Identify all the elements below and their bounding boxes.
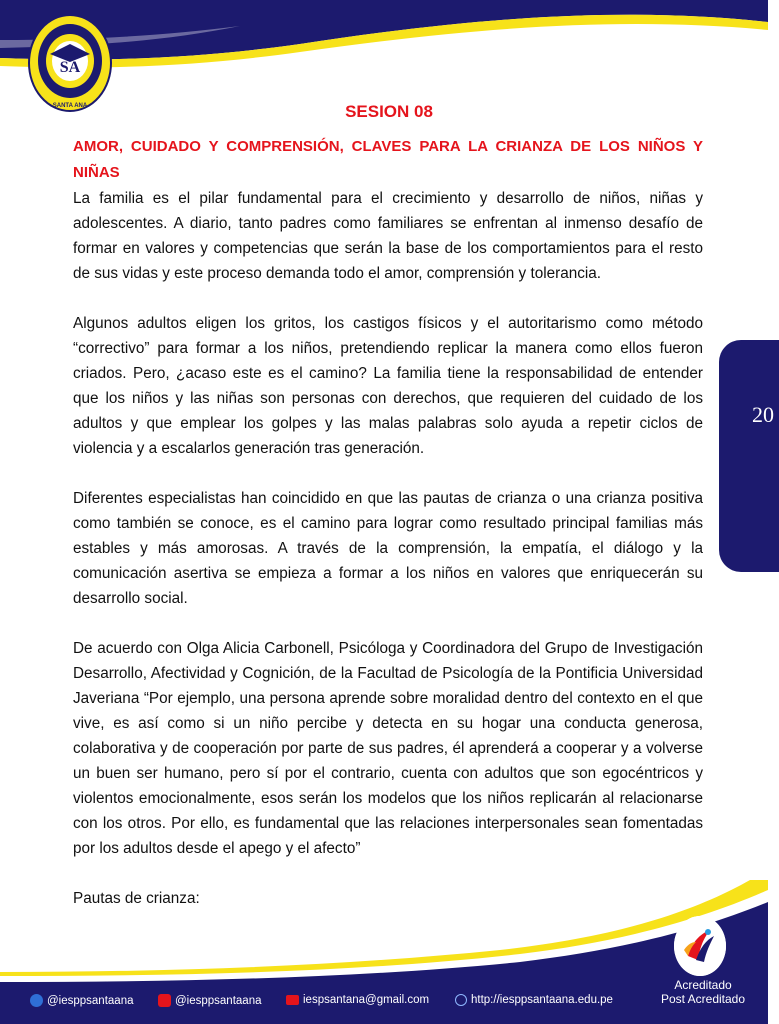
- facebook-icon: [30, 994, 43, 1007]
- paragraph-3: Diferentes especialistas han coincidido en que las pautas de crianza o una crianza positiva como también se conoce, es el camino para lograr como resultado principal familias más estables y más amorosas. A través de la comprensión, la empatía, el diálogo y la comunicación asertiva se empieza a formar a los niños en valores que enriquecerán su desarrollo social.: [73, 490, 703, 607]
- facebook-handle: @iesppsantaana: [47, 994, 134, 1007]
- paragraph-1: La familia es el pilar fundamental para el crecimiento y desarrollo de niños, niñas y adolescentes. A diario, tanto padres como familiares se enfrentan al inmenso desafío de formar en valores y competencias que serán la base de los comportamientos para el resto de sus vidas y este proceso demanda todo el amor, comprensión y tolerancia.: [73, 190, 703, 282]
- youtube-icon: [158, 994, 171, 1007]
- mail-icon: [286, 995, 299, 1005]
- accreditation-logo: [674, 916, 726, 976]
- logo-bottom-text: SANTA ANA: [52, 103, 88, 109]
- paragraph-2: Algunos adultos eligen los gritos, los castigos físicos y el autoritarismo como método “correctivo” para formar a los niños, pretendiendo replicar la manera como ellos fueron criados. Pero, ¿acaso este es el camino? La familia tiene la responsabilidad de entender que los niños y las niñas son personas con derechos, que requieren del cuidado de los adultos y que emplear los golpes y las malas palabras solo ayuda a repetir ciclos de violencia y a escalarlos generación tras generación.: [73, 315, 703, 457]
- footer-website[interactable]: [455, 994, 613, 1006]
- footer-email[interactable]: [286, 994, 429, 1006]
- side-tab: [719, 340, 779, 572]
- paragraph-4: De acuerdo con Olga Alicia Carbonell, Psicóloga y Coordinadora del Grupo de Investigación Desarrollo, Afectividad y Cognición, de la Facultad de Psicología de la Pontificia Universidad Javeriana “Por ejemplo, una persona aprende sobre moralidad dentro del contexto en el que vive, es así como si un niño percibe y detecta en su hogar una conducta generosa, colaborativa y de cooperación por parte de sus padres, él aprenderá a cooperar y a volverse un buen ser humano, pero sí por el contrario, cuenta con adultos que son egocéntricos y violentos emocionalmente, esos serán los modelos que los niños replicarán al relacionarse con los otros. Por ello, es fundamental que las relaciones interpersonales sean fomentadas por los adultos desde el apego y el afecto”: [73, 640, 703, 857]
- footer-facebook[interactable]: [30, 994, 134, 1007]
- header-band: [0, 0, 768, 90]
- document-subtitle: AMOR, CUIDADO Y COMPRENSIÓN, CLAVES PARA LA CRIANZA DE LOS NIÑOS Y NIÑAS: [73, 138, 703, 181]
- footer-youtube[interactable]: [158, 994, 262, 1007]
- logo-initials: SA: [59, 59, 81, 76]
- web-icon: [455, 994, 467, 1006]
- footer-contacts: [0, 992, 650, 1016]
- youtube-handle: @iesppsantaana: [175, 994, 262, 1007]
- website-url: http://iesppsantaana.edu.pe: [471, 994, 613, 1006]
- institute-logo: [28, 14, 112, 112]
- document-title: SESION 08: [345, 102, 433, 121]
- accreditation-line-1: Acreditado: [674, 978, 732, 992]
- paragraph-5: Pautas de crianza:: [73, 890, 200, 907]
- document-body: [73, 134, 703, 911]
- accreditation-line-2: Post Acreditado: [660, 992, 746, 1006]
- email-address: iespsantana@gmail.com: [303, 994, 430, 1006]
- side-tab-number: 20: [752, 402, 774, 427]
- accreditation-text: [640, 978, 766, 1006]
